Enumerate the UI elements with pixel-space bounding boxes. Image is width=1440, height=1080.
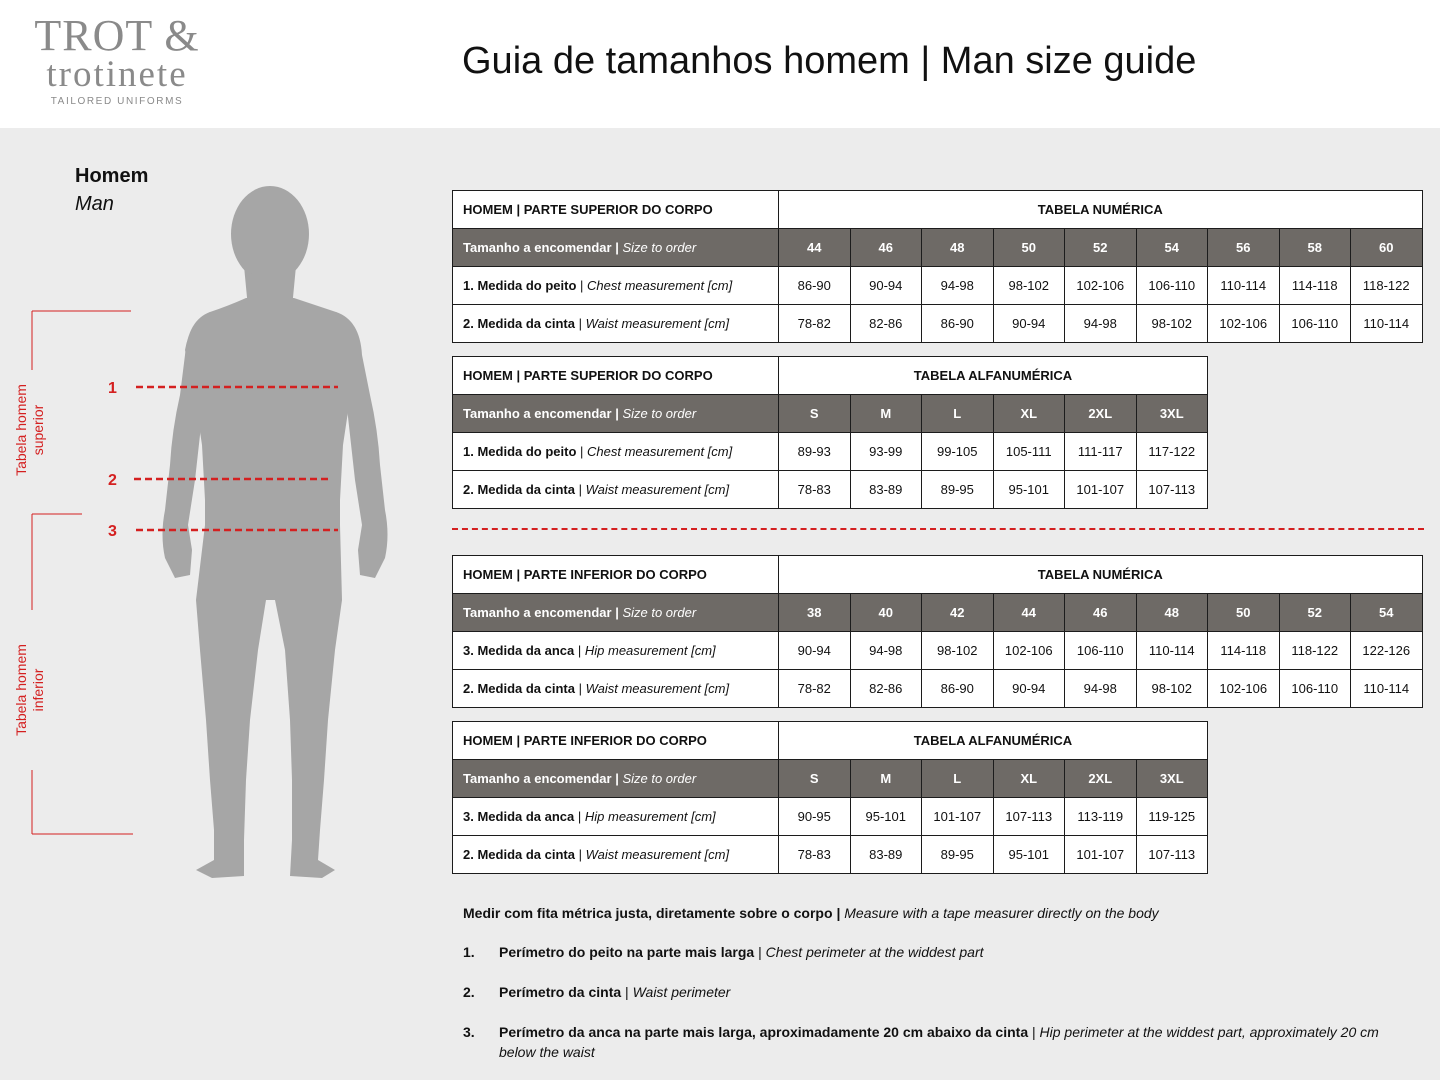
gender-label-pt: Homem [75, 165, 149, 187]
brand-logo-tagline: TAILORED UNIFORMS [50, 96, 184, 107]
table-type-title: TABELA NUMÉRICA [779, 556, 1423, 594]
page-title: Guia de tamanhos homem | Man size guide [462, 40, 1197, 82]
value-cell: 98-102 [1136, 670, 1208, 708]
value-cell: 90-94 [779, 632, 851, 670]
table-row [453, 670, 1423, 708]
upper-table-label [13, 380, 47, 480]
value-cell: 83-89 [850, 471, 922, 509]
size-cell: M [850, 760, 922, 798]
value-cell: 94-98 [1065, 305, 1137, 343]
note-item: 2. Perímetro da cinta | Waist perimeter [463, 984, 731, 1000]
value-cell: 99-105 [922, 433, 994, 471]
note-item: 3. Perímetro da anca na parte mais larga, aproximadamente 20 cm abaixo da cinta | Hip perimeter at the widdest part, approximately 20 cm below the waist [463, 1024, 1379, 1060]
value-cell: 94-98 [850, 632, 922, 670]
size-cell: 40 [850, 594, 922, 632]
value-cell: 89-93 [779, 433, 851, 471]
size-cell: 44 [993, 594, 1065, 632]
value-cell: 106-110 [1279, 305, 1351, 343]
brand-logo [32, 11, 202, 107]
value-cell: 102-106 [1208, 305, 1280, 343]
measurement-label: 3. Medida da anca | Hip measurement [cm] [453, 632, 779, 670]
value-cell: 111-117 [1065, 433, 1137, 471]
table-section-title: HOMEM | PARTE INFERIOR DO CORPO [453, 722, 779, 760]
lower-table-label [13, 640, 47, 740]
man-silhouette-icon [0, 180, 440, 900]
value-cell: 90-95 [779, 798, 851, 836]
measurement-label: 3. Medida da anca | Hip measurement [cm] [453, 798, 779, 836]
size-row-label: Tamanho a encomendar | Size to order [453, 594, 779, 632]
value-cell: 114-118 [1279, 267, 1351, 305]
table-row [453, 305, 1423, 343]
measurement-notes [463, 904, 1403, 1062]
size-cell: L [922, 760, 994, 798]
table-row [453, 836, 1208, 874]
value-cell: 90-94 [993, 305, 1065, 343]
brand-logo-line1: TROT & [34, 11, 200, 60]
gender-label-en: Man [75, 193, 114, 215]
size-cell: 2XL [1065, 760, 1137, 798]
size-cell: XL [993, 395, 1065, 433]
value-cell: 102-106 [1208, 670, 1280, 708]
value-cell: 119-125 [1136, 798, 1208, 836]
notes-intro: Medir com fita métrica justa, diretamente sobre o corpo | Measure with a tape measurer directly on the body [463, 905, 1159, 921]
value-cell: 82-86 [850, 670, 922, 708]
value-cell: 98-102 [922, 632, 994, 670]
marker-2: 2 [108, 472, 117, 489]
size-cell: S [779, 760, 851, 798]
value-cell: 95-101 [850, 798, 922, 836]
value-cell: 89-95 [922, 836, 994, 874]
value-cell: 98-102 [1136, 305, 1208, 343]
lower-alpha-table [452, 721, 1208, 874]
value-cell: 82-86 [850, 305, 922, 343]
value-cell: 118-122 [1279, 632, 1351, 670]
size-cell: 56 [1208, 229, 1280, 267]
size-cell: 44 [779, 229, 851, 267]
table-section-title: HOMEM | PARTE SUPERIOR DO CORPO [453, 357, 779, 395]
lower-table-label-line1: Tabela homem [13, 644, 29, 736]
table-type-title: TABELA ALFANUMÉRICA [779, 722, 1208, 760]
value-cell: 106-110 [1065, 632, 1137, 670]
value-cell: 94-98 [922, 267, 994, 305]
value-cell: 101-107 [922, 798, 994, 836]
marker-3: 3 [108, 523, 117, 540]
table-type-title: TABELA ALFANUMÉRICA [779, 357, 1208, 395]
value-cell: 105-111 [993, 433, 1065, 471]
value-cell: 106-110 [1279, 670, 1351, 708]
measurement-label: 2. Medida da cinta | Waist measurement [cm] [453, 836, 779, 874]
table-row [453, 632, 1423, 670]
value-cell: 110-114 [1351, 670, 1423, 708]
value-cell: 101-107 [1065, 471, 1137, 509]
size-cell: L [922, 395, 994, 433]
value-cell: 86-90 [922, 305, 994, 343]
value-cell: 90-94 [993, 670, 1065, 708]
value-cell: 95-101 [993, 836, 1065, 874]
size-cell: 42 [922, 594, 994, 632]
value-cell: 78-83 [779, 471, 851, 509]
size-cell: 38 [779, 594, 851, 632]
upper-table-label-line2: superior [30, 404, 46, 456]
table-type-title: TABELA NUMÉRICA [779, 191, 1423, 229]
size-cell: 54 [1351, 594, 1423, 632]
body-figure [0, 180, 440, 900]
size-cell: 48 [922, 229, 994, 267]
size-row [453, 395, 1208, 433]
upper-alpha-table [452, 356, 1208, 509]
value-cell: 110-114 [1351, 305, 1423, 343]
measurement-label: 2. Medida da cinta | Waist measurement [cm] [453, 670, 779, 708]
value-cell: 86-90 [922, 670, 994, 708]
note-item: 1. Perímetro do peito na parte mais larga | Chest perimeter at the widdest part [463, 944, 984, 960]
value-cell: 118-122 [1351, 267, 1423, 305]
marker-1: 1 [108, 380, 117, 397]
value-cell: 110-114 [1208, 267, 1280, 305]
value-cell: 101-107 [1065, 836, 1137, 874]
section-divider [452, 528, 1424, 530]
value-cell: 89-95 [922, 471, 994, 509]
value-cell: 93-99 [850, 433, 922, 471]
value-cell: 107-113 [993, 798, 1065, 836]
table-row [453, 471, 1208, 509]
table-row [453, 798, 1208, 836]
size-cell: 46 [850, 229, 922, 267]
size-row [453, 229, 1423, 267]
upper-table-label-line1: Tabela homem [13, 384, 29, 476]
value-cell: 94-98 [1065, 670, 1137, 708]
size-cell: M [850, 395, 922, 433]
measurement-label: 1. Medida do peito | Chest measurement [cm] [453, 433, 779, 471]
value-cell: 78-82 [779, 670, 851, 708]
size-row-label: Tamanho a encomendar | Size to order [453, 229, 779, 267]
value-cell: 78-82 [779, 305, 851, 343]
size-cell: 3XL [1136, 395, 1208, 433]
table-section-title: HOMEM | PARTE INFERIOR DO CORPO [453, 556, 779, 594]
size-row-label: Tamanho a encomendar | Size to order [453, 395, 779, 433]
value-cell: 107-113 [1136, 836, 1208, 874]
measurement-label: 2. Medida da cinta | Waist measurement [cm] [453, 305, 779, 343]
value-cell: 86-90 [779, 267, 851, 305]
table-row [453, 433, 1208, 471]
value-cell: 122-126 [1351, 632, 1423, 670]
upper-numeric-table [452, 190, 1423, 343]
size-cell: 48 [1136, 594, 1208, 632]
size-cell: 46 [1065, 594, 1137, 632]
value-cell: 110-114 [1136, 632, 1208, 670]
size-row [453, 760, 1208, 798]
size-cell: S [779, 395, 851, 433]
measurement-label: 2. Medida da cinta | Waist measurement [cm] [453, 471, 779, 509]
size-cell: 52 [1279, 594, 1351, 632]
size-cell: 50 [1208, 594, 1280, 632]
value-cell: 117-122 [1136, 433, 1208, 471]
value-cell: 78-83 [779, 836, 851, 874]
page-header [0, 0, 1440, 128]
value-cell: 95-101 [993, 471, 1065, 509]
brand-logo-line2: trotinete [46, 54, 188, 95]
lower-table-label-line2: inferior [30, 668, 46, 712]
size-cell: 54 [1136, 229, 1208, 267]
size-row-label: Tamanho a encomendar | Size to order [453, 760, 779, 798]
size-cell: XL [993, 760, 1065, 798]
value-cell: 113-119 [1065, 798, 1137, 836]
size-cell: 2XL [1065, 395, 1137, 433]
size-cell: 60 [1351, 229, 1423, 267]
size-cell: 3XL [1136, 760, 1208, 798]
value-cell: 102-106 [993, 632, 1065, 670]
table-row [453, 267, 1423, 305]
value-cell: 114-118 [1208, 632, 1280, 670]
value-cell: 90-94 [850, 267, 922, 305]
value-cell: 98-102 [993, 267, 1065, 305]
lower-numeric-table [452, 555, 1423, 708]
table-section-title: HOMEM | PARTE SUPERIOR DO CORPO [453, 191, 779, 229]
size-cell: 50 [993, 229, 1065, 267]
value-cell: 107-113 [1136, 471, 1208, 509]
value-cell: 106-110 [1136, 267, 1208, 305]
size-row [453, 594, 1423, 632]
size-cell: 52 [1065, 229, 1137, 267]
value-cell: 83-89 [850, 836, 922, 874]
size-cell: 58 [1279, 229, 1351, 267]
measurement-label: 1. Medida do peito | Chest measurement [cm] [453, 267, 779, 305]
value-cell: 102-106 [1065, 267, 1137, 305]
